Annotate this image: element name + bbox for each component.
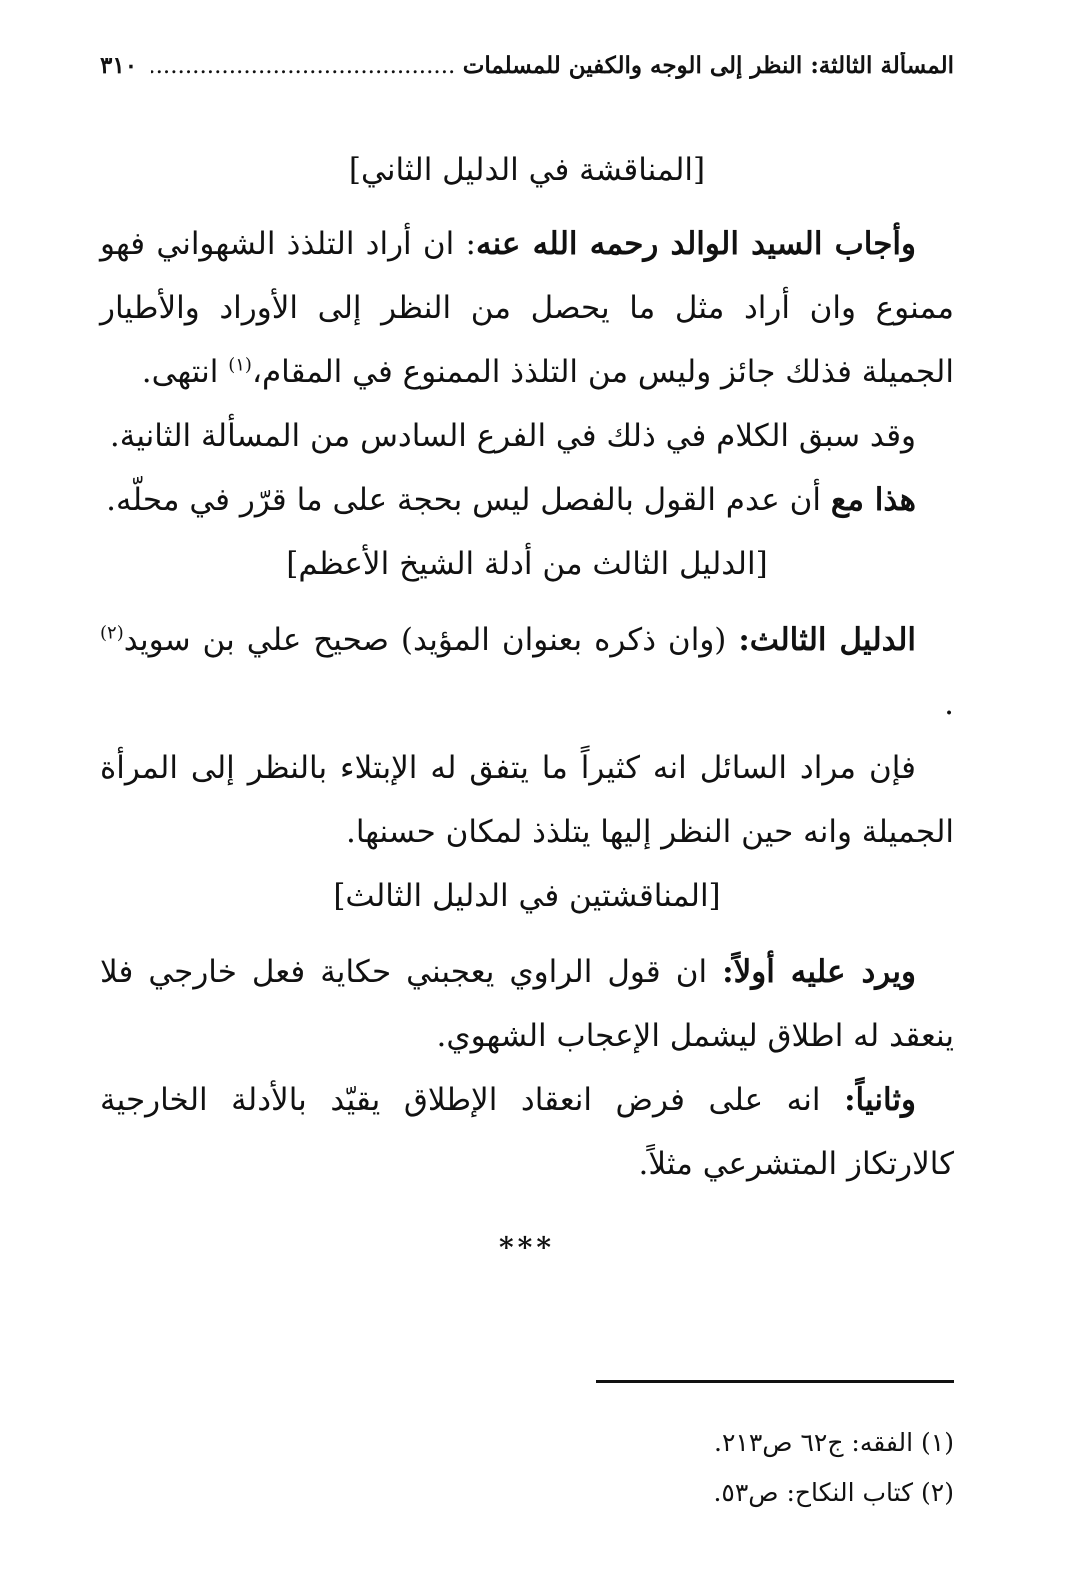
running-header-title: المسألة الثالثة: النظر إلى الوجه والكفين للمسلمات ..... (151, 52, 954, 79)
section-heading-discussions-third: [المناقشتين في الدليل الثالث] (333, 878, 721, 914)
paragraph-third-evidence (100, 608, 954, 736)
paragraph-text: انه على فرض انعقاد الإطلاق يقيّد بالأدلة الخارجية كالارتكاز المتشرعي مثلاً. (100, 1082, 954, 1182)
paragraph-lead: ويرد عليه أولاً: (722, 954, 916, 990)
footnote-reference: (١) (228, 354, 252, 376)
section-heading-third-evidence: [الدليل الثالث من أدلة الشيخ الأعظم] (286, 546, 768, 582)
paragraph-text: (وان ذكره بعنوان المؤيد) صحيح علي بن سويد (123, 622, 739, 658)
footnote-item: (٢) كتاب النكاح: ص٥٣. (713, 1478, 954, 1507)
paragraph-second-objection (100, 1068, 954, 1196)
paragraph-answer (100, 212, 954, 404)
footnote-reference: (٢) (100, 622, 124, 644)
paragraph-first-objection (100, 940, 954, 1068)
paragraph-text-end: انتهى. (141, 354, 229, 390)
paragraph-questioner-intent: فإن مراد السائل انه كثيراً ما يتفق له الإبتلاء بالنظر إلى المرأة الجميلة وانه حين النظر إليها يتلذذ لمكان حسنها. (100, 750, 954, 850)
paragraph-lead: وأجاب السيد الوالد رحمه الله عنه (475, 226, 916, 262)
footnotes (100, 1418, 954, 1518)
paragraph-lead: وثانياً: (844, 1082, 916, 1118)
paragraph-text: ان قول الراوي يعجبني حكاية فعل خارجي فلا ينعقد له اطلاق ليشمل الإعجاب الشهوي. (100, 954, 954, 1054)
page-body (100, 138, 954, 1308)
page-number: ٣١٠ (100, 52, 138, 79)
paragraph-text-end: . (944, 686, 954, 722)
paragraph-text: : ان أراد التلذذ الشهواني فهو ممنوع وان أراد مثل ما يحصل من النظر إلى الأوراد والأطيار الجميلة فذلك جائز وليس من التلذذ الممنوع في المقام، (100, 226, 954, 390)
paragraph-lead: هذا مع (830, 482, 916, 518)
paragraph-additional-point (100, 468, 954, 532)
running-header (100, 52, 954, 79)
paragraph-lead: الدليل الثالث: (738, 622, 916, 658)
footnote-item: (١) الفقه: ج٦٢ ص٢١٣. (714, 1428, 954, 1457)
section-heading-discussion-second: [المناقشة في الدليل الثاني] (348, 152, 706, 188)
footnote-divider (596, 1380, 954, 1383)
paragraph-previous-discussion: وقد سبق الكلام في ذلك في الفرع السادس من المسألة الثانية. (109, 418, 916, 454)
paragraph-text: أن عدم القول بالفصل ليس بحجة على ما قرّر في محلّه. (106, 482, 831, 518)
section-separator: *** (499, 1231, 555, 1264)
